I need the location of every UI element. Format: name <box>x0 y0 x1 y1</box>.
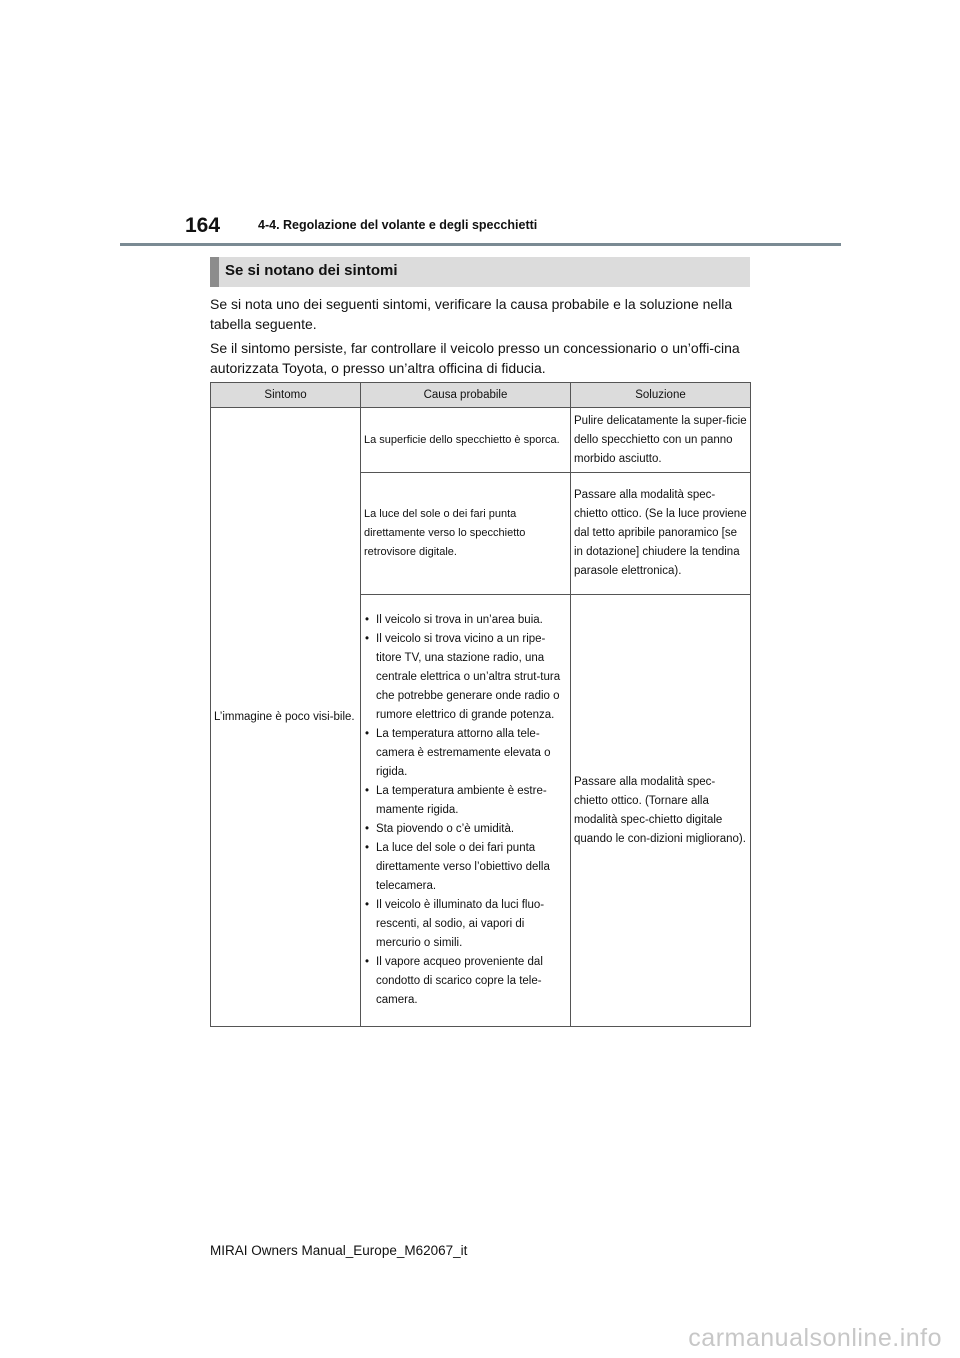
footer-manual-id: MIRAI Owners Manual_Europe_M62067_it <box>210 1243 468 1258</box>
solution-cell: Passare alla modalità spec-chietto ottico. (Se la luce proviene dal tetto apribile panoramico [se in dotazione] chiudere la tendina parasole elettronica). <box>571 473 751 595</box>
column-header-symptom: Sintomo <box>211 383 361 408</box>
list-item: • La luce del sole o dei fari punta direttamente verso l’obiettivo della telecamera. <box>364 839 567 896</box>
list-item: • Il veicolo è illuminato da luci fluo-rescenti, al sodio, ai vapori di mercurio o simili. <box>364 896 567 953</box>
table-row <box>211 408 751 473</box>
intro-paragraph: Se si nota uno dei seguenti sintomi, verificare la causa probabile e la soluzione nella tabella seguente. <box>210 296 733 332</box>
page-number: 164 <box>185 214 221 237</box>
watermark: carmanualsonline.info <box>688 1324 942 1352</box>
column-header-cause: Causa probabile <box>361 383 571 408</box>
cause-list-cell <box>361 595 571 1027</box>
table-header-row <box>211 383 751 408</box>
list-item: • Il vapore acqueo proveniente dal condotto di scarico copre la tele-camera. <box>364 953 567 1010</box>
header-divider <box>120 243 841 246</box>
solution-cell: Pulire delicatamente la super-ficie dello specchietto con un panno morbido asciutto. <box>571 408 751 473</box>
list-item: • Il veicolo si trova vicino a un ripe-titore TV, una stazione radio, una centrale elettrica o un’altra strut-tura che potrebbe generare onde radio o rumore elettrico di grande potenza. <box>364 630 567 725</box>
cause-cell: La superficie dello specchietto è sporca. <box>361 408 571 473</box>
symptoms-table <box>210 382 751 1027</box>
list-item: • La temperatura ambiente è estre-mamente rigida. <box>364 782 567 820</box>
list-item: • Il veicolo si trova in un’area buia. <box>364 611 567 630</box>
solution-cell: Passare alla modalità spec-chietto ottico. (Tornare alla modalità spec-chietto digitale quando le con-dizioni migliorano). <box>571 595 751 1027</box>
list-item: • Sta piovendo o c’è umidità. <box>364 820 567 839</box>
section-heading: Se si notano dei sintomi <box>210 257 750 287</box>
intro-paragraph: Se il sintomo persiste, far controllare il veicolo presso un concessionario o un’offi-cina autorizzata Toyota, o presso un’altra officina di fiducia. <box>210 340 740 376</box>
list-item: • La temperatura attorno alla tele-camera è estremamente elevata o rigida. <box>364 725 567 782</box>
cause-list <box>364 611 567 1010</box>
column-header-solution: Soluzione <box>571 383 751 408</box>
symptom-cell: L’immagine è poco visi-bile. <box>211 408 361 1027</box>
cause-cell: La luce del sole o dei fari punta direttamente verso lo specchietto retrovisore digitale. <box>361 473 571 595</box>
section-reference: 4-4. Regolazione del volante e degli specchietti <box>258 218 538 232</box>
